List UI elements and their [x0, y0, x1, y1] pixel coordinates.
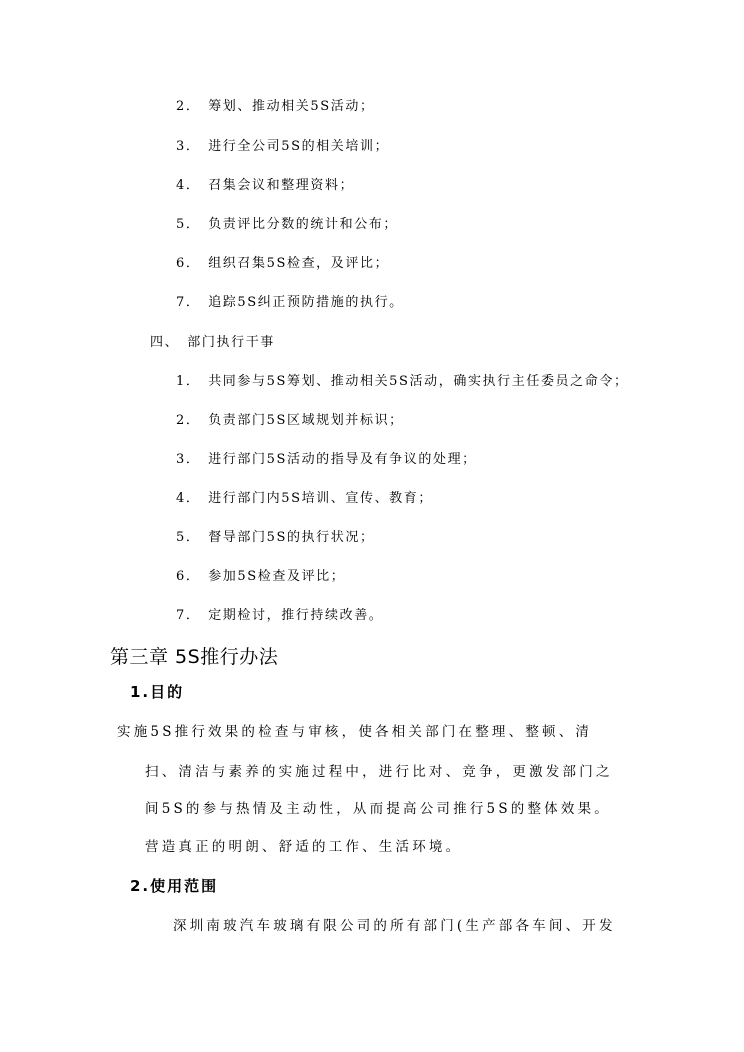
purpose-heading: 1.目的 — [130, 683, 185, 701]
section-heading: 四、 部门执行干事 — [150, 335, 275, 350]
list-item: 2． 负责部门5S区域规划并标识； — [176, 413, 404, 428]
list-item: 4． 进行部门内5S培训、宣传、教育； — [176, 491, 433, 506]
list-item: 3． 进行部门5S活动的指导及有争议的处理； — [176, 452, 477, 467]
paragraph-line: 扫、清洁与素养的实施过程中，进行比对、竞争，更激发部门之 — [145, 764, 613, 780]
list-item: 5． 负责评比分数的统计和公布； — [176, 217, 399, 232]
scope-heading: 2.使用范围 — [130, 877, 219, 895]
list-item: 1． 共同参与5S筹划、推动相关5S活动，确实执行主任委员之命令； — [176, 374, 629, 389]
list-item: 4． 召集会议和整理资料； — [176, 178, 355, 193]
paragraph-line: 实施5S推行效果的检查与审核，使各相关部门在整理、整顿、清 — [117, 724, 593, 740]
paragraph-line: 深圳南玻汽车玻璃有限公司的所有部门(生产部各车间、开发 — [173, 918, 616, 934]
list-item: 2． 筹划、推动相关5S活动； — [176, 99, 375, 114]
chapter-title: 第三章 5S推行办法 — [110, 646, 279, 668]
paragraph-line: 间5S的参与热情及主动性，从而提高公司推行5S的整体效果。 — [145, 801, 611, 817]
list-item: 6． 参加5S检查及评比； — [176, 569, 346, 584]
paragraph-line: 营造真正的明朗、舒适的工作、生活环境。 — [145, 839, 463, 855]
list-item: 5． 督导部门5S的执行状况； — [176, 530, 375, 545]
list-item: 6． 组织召集5S检查，及评比； — [176, 256, 390, 271]
list-item: 7． 追踪5S纠正预防措施的执行。 — [176, 295, 404, 310]
list-item: 3． 进行全公司5S的相关培训； — [176, 139, 390, 154]
list-item: 7． 定期检讨，推行持续改善。 — [176, 608, 384, 623]
